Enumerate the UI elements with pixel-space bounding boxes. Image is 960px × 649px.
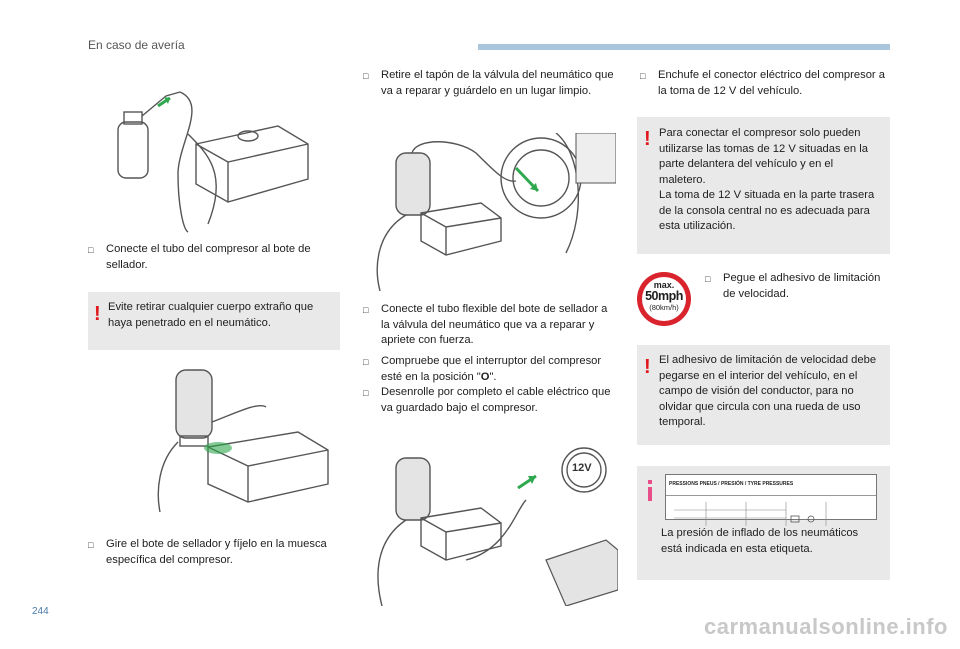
warning-note-12v-sockets: ! Para conectar el compresor solo pueden utilizarse las tomas de 12 V situadas en la parte delantera del vehículo y en el maletero. La toma de 12 V situada en la parte trasera de la consola central no es adecuada para esta utilización. [637, 117, 890, 254]
checkbox-icon: □ [363, 71, 369, 81]
section-title: En caso de avería [88, 38, 185, 52]
step-remove-valve-cap: □ Retire el tapón de la válvula del neumático que va a reparar y guárdelo en un lugar limpio. [363, 68, 615, 99]
checkbox-icon: □ [363, 357, 369, 367]
checkbox-icon: □ [640, 71, 646, 81]
illustration-12v-socket [366, 440, 618, 606]
header-bar [478, 44, 890, 50]
warning-note-sticker-placement: ! El adhesivo de limitación de velocidad debe pegarse en el interior del vehículo, en el campo de visión del conductor, para no olvidar que circula con una rueda de uso temporal. [637, 345, 890, 445]
page-number: 244 [32, 606, 49, 617]
checkbox-icon: □ [363, 305, 369, 315]
warning-icon: ! [94, 303, 101, 325]
step-check-switch: □ Compruebe que el interruptor del compresor esté en la posición "O". [363, 354, 615, 385]
info-note-tyre-pressure: PRESSIONS PNEUS / PRESIÓN / TYRE PRESSURES La presión de inflado de los neumáticos está indicada en esta etiqueta. [637, 466, 890, 580]
checkbox-icon: □ [88, 245, 94, 255]
info-icon [648, 487, 652, 501]
socket-label: 12V [572, 462, 592, 474]
checkbox-icon: □ [88, 540, 94, 550]
checkbox-icon: □ [363, 388, 369, 398]
illustration-compressor-hose [108, 84, 328, 234]
step-unwind-cable: □ Desenrolle por completo el cable eléctrico que va guardado bajo el compresor. [363, 385, 615, 416]
checkbox-icon: □ [705, 274, 711, 284]
warning-icon: ! [644, 356, 651, 378]
watermark: carmanualsonline.info [704, 614, 948, 639]
speed-limit-sticker: max. 50mph (80km/h) [637, 272, 691, 326]
tyre-pressure-label-image: PRESSIONS PNEUS / PRESIÓN / TYRE PRESSURES [665, 474, 877, 520]
step-connect-flexible-hose: □ Conecte el tubo flexible del bote de sellador a la válvula del neumático que va a reparar y apriete con fuerza. [363, 302, 615, 349]
step-turn-bottle: □ Gire el bote de sellador y fíjelo en la muesca específica del compresor. [88, 537, 333, 568]
warning-note-foreign-body: ! Evite retirar cualquier cuerpo extraño que haya penetrado en el neumático. [88, 292, 340, 350]
step-plug-connector: □ Enchufe el conector eléctrico del compresor a la toma de 12 V del vehículo. [640, 68, 892, 99]
step-connect-hose: □ Conecte el tubo del compresor al bote de sellador. [88, 242, 333, 273]
illustration-tire-valve [366, 133, 616, 291]
illustration-sealant-bottle [148, 362, 348, 512]
warning-icon: ! [644, 128, 651, 150]
step-apply-sticker: □ Pegue el adhesivo de limitación de velocidad. [705, 271, 890, 302]
